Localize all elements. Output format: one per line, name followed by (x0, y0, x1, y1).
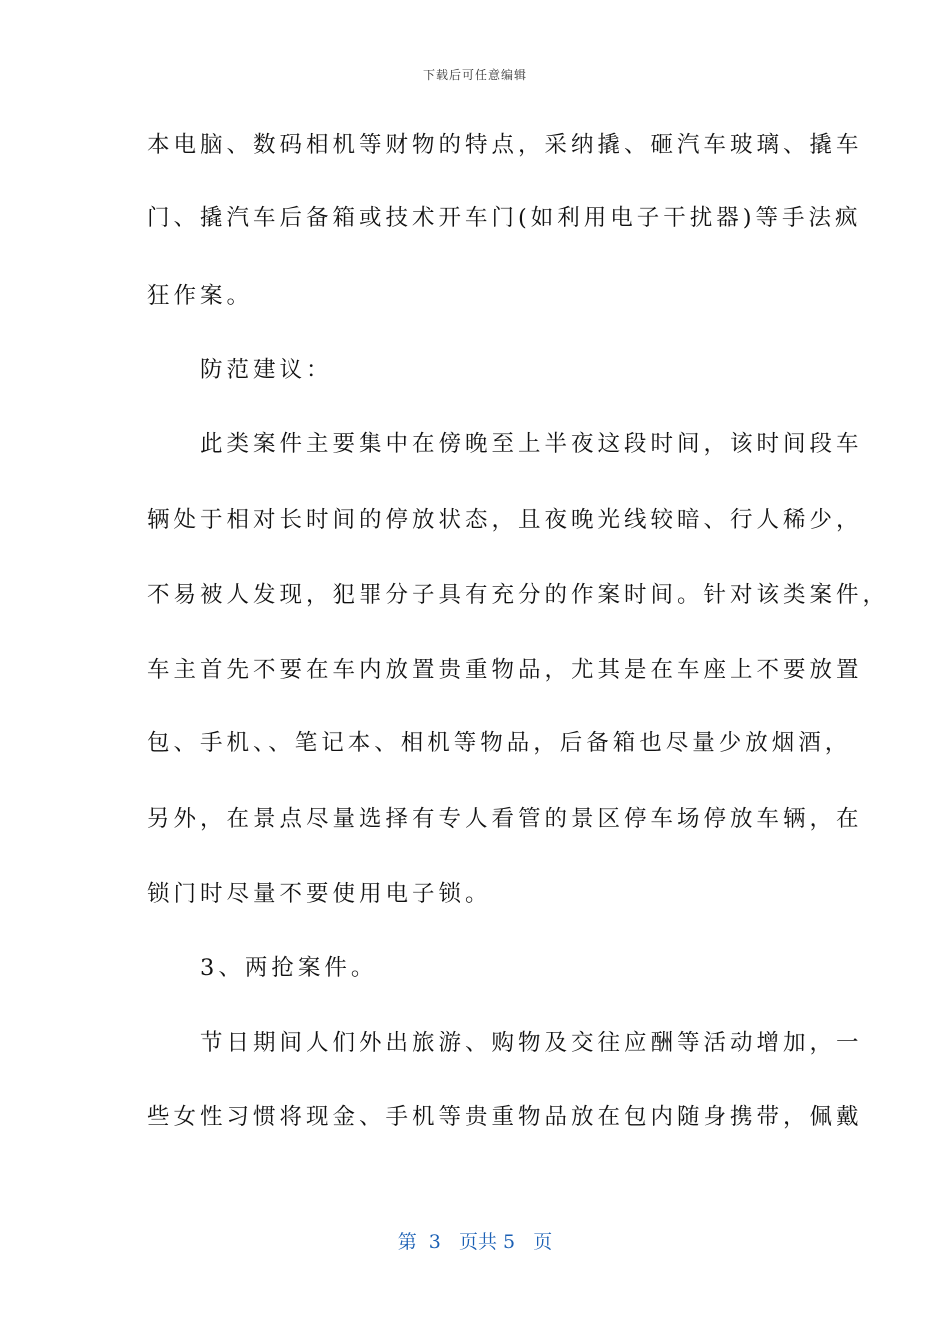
text-line: 包、手机、、笔记本、相机等物品，后备箱也尽量少放烟酒， (147, 730, 852, 756)
text-line: 另外，在景点尽量选择有专人看管的景区停车场停放车辆，在 (147, 806, 863, 832)
text-line: 此类案件主要集中在傍晚至上半夜这段时间，该时间段车 (147, 431, 863, 457)
text-line: 门、撬汽车后备箱或技术开车门(如利用电子干扰器)等手法疯 (147, 205, 862, 231)
text-line: 不易被人发现，犯罪分子具有充分的作案时间。针对该类案件， (147, 582, 890, 608)
text-line: 节日期间人们外出旅游、购物及交往应酬等活动增加，一 (147, 1030, 863, 1056)
section-heading: 防范建议： (147, 357, 333, 383)
text-line: 辆处于相对长时间的停放状态，且夜晚光线较暗、行人稀少， (147, 507, 863, 533)
text-line: 锁门时尽量不要使用电子锁。 (147, 881, 492, 907)
text-line: 车主首先不要在车内放置贵重物品，尤其是在车座上不要放置 (147, 657, 863, 683)
page-header-note: 下载后可任意编辑 (422, 68, 527, 82)
text-line: 些女性习惯将现金、手机等贵重物品放在包内随身携带，佩戴 (147, 1104, 863, 1130)
page-number-footer: 第 3 页共 5 页 (397, 1231, 553, 1253)
section-heading: 3、两抢案件。 (147, 955, 378, 981)
text-line: 狂作案。 (147, 283, 254, 309)
text-line: 本电脑、数码相机等财物的特点，采纳撬、砸汽车玻璃、撬车 (147, 132, 863, 158)
